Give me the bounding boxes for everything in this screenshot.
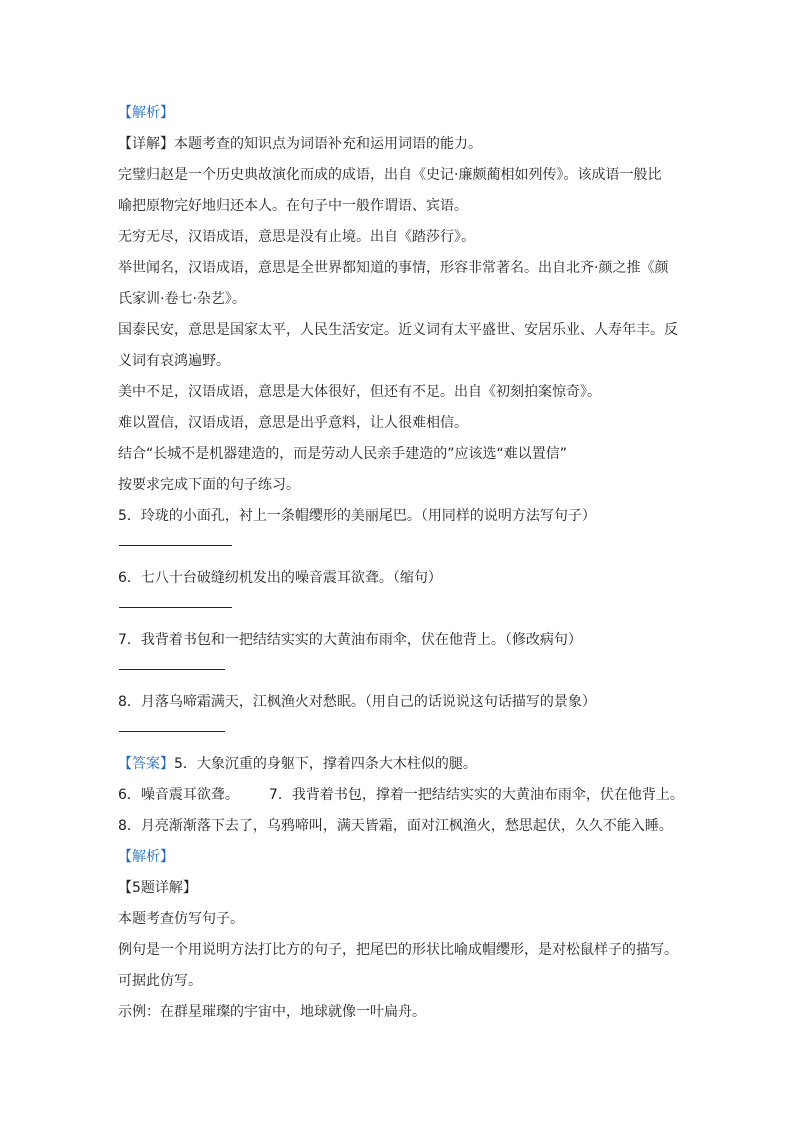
instruction-line: 按要求完成下面的句子练习。 xyxy=(118,477,300,493)
explanation-line: 国泰民安，意思是国家太平，人民生活安定。近义词有太平盛世、安居乐业、人寿年丰。反 xyxy=(118,322,678,338)
explanation-line: 氏家训·卷七·杂艺》。 xyxy=(118,291,246,307)
blank-line xyxy=(119,731,225,732)
explanation-line: 举世闻名，汉语成语，意思是全世界都知道的事情，形容非常著名。出自北齐·颜之推《颜 xyxy=(118,260,669,276)
question-6: 6．七八十台破缝纫机发出的噪音震耳欲聋。（缩句） xyxy=(118,570,442,586)
analysis-label: 【解析】 xyxy=(118,849,174,865)
answer-line-6-7 xyxy=(118,780,683,811)
answer-line-5 xyxy=(118,749,683,780)
analysis-heading-2 xyxy=(118,842,683,873)
explanation-line: 喻把原物完好地归还本人。在句子中一般作谓语、宾语。 xyxy=(118,198,468,214)
answer-6: 6．噪音震耳欲聋。 xyxy=(118,787,239,803)
explanation-line: 美中不足，汉语成语，意思是大体很好，但还有不足。出自《初刻拍案惊奇》。 xyxy=(118,384,601,400)
answer-label: 【答案】 xyxy=(118,756,174,772)
question-7: 7．我背着书包和一把结结实实的大黄油布雨伞，伏在他背上。（修改病句） xyxy=(118,632,582,648)
answer-blank-7 xyxy=(118,656,683,687)
detail-text: 本题考查的知识点为词语补充和运用词语的能力。 xyxy=(174,136,482,152)
example-line: 示例：在群星璀璨的宇宙中，地球就像一叶扁舟。 xyxy=(118,1004,426,1020)
explanation-line: 无穷无尽，汉语成语，意思是没有止境。出自《踏莎行》。 xyxy=(118,229,475,245)
explanation-line: 结合“长城不是机器建造的，而是劳动人民亲手建造的”应该选“难以置信” xyxy=(118,446,568,462)
question-8: 8．月落乌啼霜满天，江枫渔火对愁眠。（用自己的话说说这句话描写的景象） xyxy=(118,694,596,710)
blank-line xyxy=(119,545,232,546)
answer-7: 7．我背着书包，撑着一把结结实实的大黄油布雨伞，伏在他背上。 xyxy=(268,787,684,803)
explanation-line: 例句是一个用说明方法打比方的句子，把尾巴的形状比喻成帽缨形，是对松鼠样子的描写。 xyxy=(118,942,678,958)
explanation-line: 本题考查仿写句子。 xyxy=(118,911,244,927)
blank-line xyxy=(119,669,225,670)
answer-blank-8 xyxy=(118,718,683,749)
answer-line-8: 8．月亮渐渐落下去了，乌鸦啼叫，满天皆霜，面对江枫渔火，愁思起伏，久久不能入睡。 xyxy=(118,818,673,834)
analysis-heading xyxy=(118,98,683,129)
answer-blank-5 xyxy=(118,532,683,563)
detail-label: 【详解】 xyxy=(118,136,174,152)
explanation-line: 义词有哀鸿遍野。 xyxy=(118,353,230,369)
sub-detail-label: 【5题详解】 xyxy=(118,880,197,896)
answer-5: 5．大象沉重的身躯下，撑着四条大木柱似的腿。 xyxy=(174,756,477,772)
question-5: 5．玲珑的小面孔，衬上一条帽缨形的美丽尾巴。（用同样的说明方法写句子） xyxy=(118,508,596,524)
answer-blank-6 xyxy=(118,594,683,625)
detail-line xyxy=(118,129,683,160)
explanation-line: 完璧归赵是一个历史典故演化而成的成语，出自《史记·廉颇蔺相如列传》。该成语一般比 xyxy=(118,167,662,183)
explanation-line: 可据此仿写。 xyxy=(118,973,202,989)
document-page xyxy=(118,98,683,1028)
explanation-line: 难以置信，汉语成语，意思是出乎意料，让人很难相信。 xyxy=(118,415,468,431)
analysis-label: 【解析】 xyxy=(118,105,174,121)
blank-line xyxy=(119,607,232,608)
